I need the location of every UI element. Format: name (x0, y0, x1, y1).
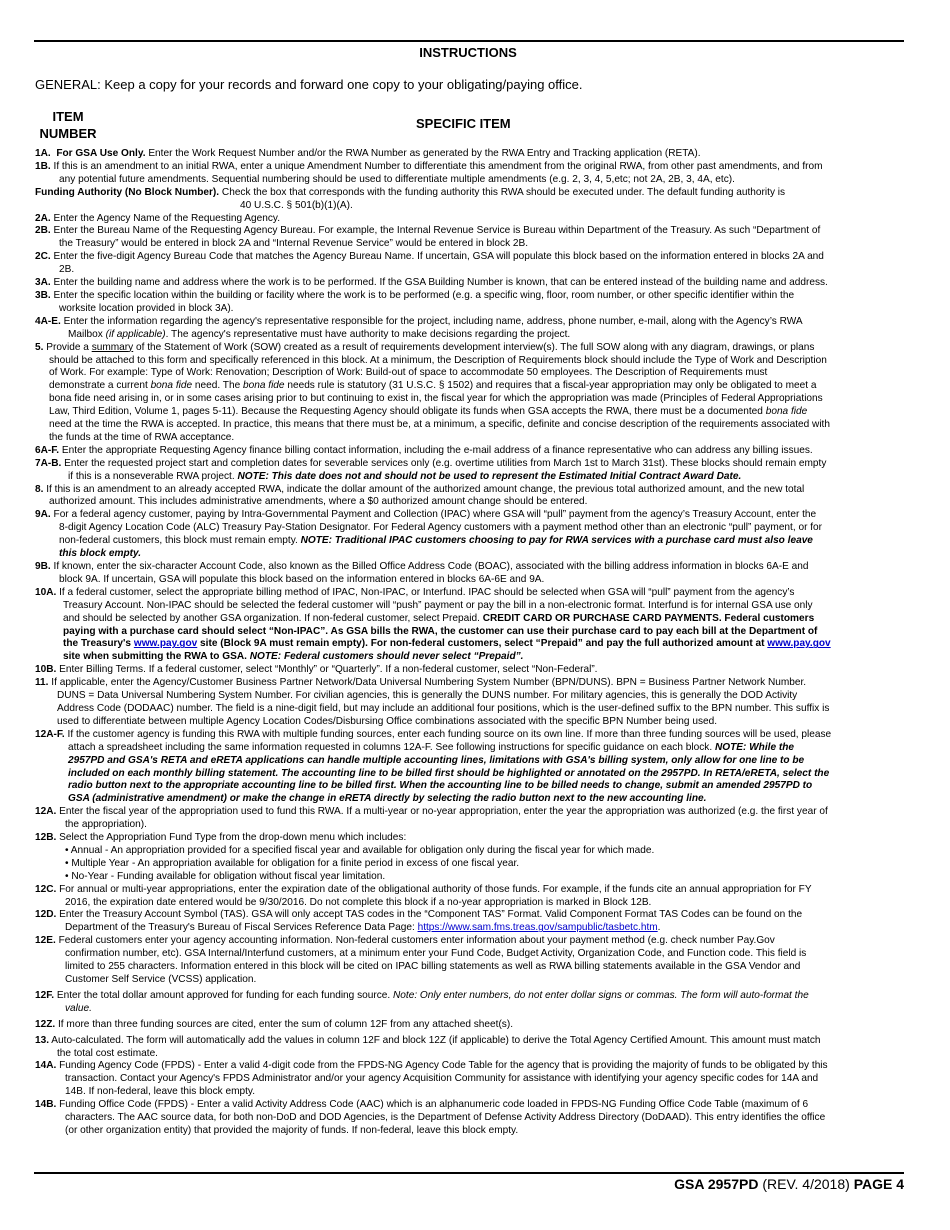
entry-text: should be attached to this form and specifically referenced in this block. At a minimum, the Description of Requirements block should include the Type of Work and Description (49, 354, 827, 366)
entry-text: Provide a (43, 341, 92, 353)
entry-text: Law, Third Edition, Volume 1, pages 5-11). Because the Requesting Agency should obligate its funds when GSA accepts the RWA, there must be a documented (49, 406, 766, 418)
item-number: 12F. (35, 989, 55, 1001)
entry-text: demonstrate a current (49, 380, 151, 392)
entry-text: 8-digit Agency Location Code (ALC) Treasury Pay-Station Designator. For Federal Agency customers with a payment method other than an electronic “pull” payment, or for (59, 522, 823, 534)
entry-12z (35, 1019, 903, 1032)
entry-text: 40 U.S.C. § 501(b)(1)(A). (240, 199, 353, 211)
entry-text: Mailbox (68, 328, 106, 340)
entry-note: Note: Only enter numbers, do not enter dollar signs or commas. The form will auto-format the (393, 989, 809, 1001)
entry-text: the Treasury” would be entered in block 2A and “Internal Revenue Service” would be entered in block 2B. (59, 238, 529, 250)
entry-3a (35, 277, 903, 290)
entry-text: the appropriation). (65, 819, 147, 831)
entry-text: Enter the Treasury Account Symbol (TAS). GSA will only accept TAS codes in the “Component TAS” Format. Valid Component Format TAS Codes can be found on the (56, 909, 803, 921)
page-footer (674, 1176, 904, 1192)
entry-8 (35, 484, 903, 510)
entry-12a-f (35, 729, 903, 806)
entry-text: Enter the Work Request Number and/or the RWA Number as generated by the RWA Entry and Tracking application (RETA). (145, 148, 701, 159)
form-revision: (REV. 4/2018) (758, 1176, 854, 1192)
entry-text: transaction. Contact your Agency's FPDS Administrator and/or your agency Acquisition Community for assistance with identifying your agency specific codes for 14A and (65, 1073, 819, 1085)
instruction-list (35, 148, 903, 1138)
entry-text: needs rule is statutory (31 U.S.C. § 1502) and requires that a fiscal-year appropriation may only be obligated to meet a (284, 380, 817, 392)
entry-text: CREDIT CARD OR PURCHASE CARD PAYMENTS. Federal customers (482, 612, 815, 624)
item-number: 12E. (35, 935, 56, 947)
entry-2a (35, 213, 903, 226)
item-number: 9B. (35, 561, 51, 572)
entry-text: Enter Billing Terms. If a federal customer, select “Monthly” or “Quarterly”. If a non-federal customer, select “Non-Federal”. (56, 664, 598, 676)
entry-12b (35, 832, 903, 884)
entry-text: any potential future amendments. Sequential numbering should be used to differentiate multiple amendments (e.g. 2, 3, 4, 5,etc; not 2A, 2B, 3, 4A, etc). (59, 173, 735, 185)
entry-text: . (657, 922, 661, 934)
entry-text: If the customer agency is funding this RWA with multiple funding sources, enter each funding source on its own line. If more than three funding sources will be used, please (64, 728, 832, 740)
item-number: 13. (35, 1034, 50, 1046)
entry-12d (35, 909, 903, 935)
entry-12c (35, 884, 903, 910)
fund-type-bullet: • Multiple Year - An appropriation available for obligation for a finite period in excess of one fiscal year. (65, 857, 520, 869)
fund-type-bullet: • No-Year - Funding available for obligation without fiscal year limitation. (65, 870, 386, 882)
entry-text: bona fide (150, 380, 193, 392)
entry-note: radio button next to the appropriate accounting line to be billed first. When the accounting line to be billed needs to change, submit an amended 2957PD to (68, 780, 813, 792)
entry-text: Federal customers enter your agency accounting information. Non-federal customers enter information about your payment method (e.g. check number Pay.Gov (55, 935, 775, 947)
item-number: 7A-B. (35, 457, 62, 469)
item-number: 12C. (35, 883, 57, 895)
tas-reference-link[interactable]: https://www.sam.fms.treas.gov/sampublic/tasbetc.htm (417, 922, 658, 934)
entry-6a-f (35, 445, 903, 458)
pay-gov-link[interactable]: www.pay.gov (767, 638, 831, 650)
item-number: 1A. (35, 148, 51, 159)
entry-text: limited to 255 characters. Information entered in this block will be cited on IPAC billing statements as well as RWA billing statements available in the GSA Vendor and (65, 961, 801, 973)
entry-text: For annual or multi-year appropriations, enter the expiration date of the obligational authority of those funds. For example, if the funds cite an annual appropriation for FY (56, 883, 812, 895)
entry-text: bona fide (243, 380, 285, 392)
entry-text: worksite location provided in block 3A). (59, 302, 234, 314)
entry-text: Enter the five-digit Agency Bureau Code that matches the Agency Bureau Name. If uncertain, GSA will populate this block based on the information entered in blocks 2A and (50, 251, 824, 263)
entry-text: the Treasury's (63, 638, 134, 650)
entry-14b (35, 1099, 903, 1138)
entry-note: 2957PD and GSA's RETA and eRETA applications can handle multiple accounting lines, limitations with GSA's billing system, only allow for one line to be (68, 754, 805, 766)
entry-text: Enter the Bureau Name of the Requesting Agency Bureau. For example, the Internal Revenue Service is Bureau within Department of the Treasury. As such “Department of (50, 225, 821, 237)
item-number: 12A. (35, 806, 57, 818)
item-number: 14A. (35, 1060, 57, 1072)
entry-9a (35, 509, 903, 561)
item-number: 4A-E. (35, 315, 61, 327)
entry-1a (35, 148, 903, 161)
entry-13 (35, 1035, 903, 1061)
item-number: 3B. (35, 289, 51, 301)
entry-text: Treasury Account. Non-IPAC should be selected the federal customer will “push” payment or pay the bill in a non-electronic format. Interfund is for internal GSA use only (63, 599, 813, 611)
entry-text: Auto-calculated. The form will automatically add the values in column 12F and block 12Z (if applicable) to derive the Total Agency Certified Amount. This amount must match (49, 1034, 821, 1046)
entry-text: Enter the building name and address where the work is to be performed. If the GSA Building Number is known, that can be entered instead of the building name and address. (50, 277, 828, 289)
entry-text: Funding Office Code (FPDS) - Enter a valid Activity Address Code (AAC) which is an alphanumeric code loaded in FPDS-NG Funding Office Code Table (maximum of 6 (56, 1099, 809, 1111)
item-number: 10B. (35, 664, 57, 676)
entry-text: (or other organization entity) that provided the majority of funds. If non-federal, leave this block empty. (65, 1124, 519, 1136)
entry-text: Enter the total dollar amount approved for funding for each funding source. (54, 989, 393, 1001)
entry-text: site (Block 9A must remain empty). For non-federal customers, select “Prepaid” and pay the full authorized amount at (197, 638, 768, 650)
item-number: 2B. (35, 225, 51, 237)
entry-text: bona fide need arising in, or in some cases arising prior to but continuing to exist in, the fiscal year for which the appropriation was made (Principles of Federal Appropriations (49, 393, 823, 405)
page-number: PAGE 4 (853, 1176, 904, 1192)
entry-text: Enter the specific location within the building or facility where the work is to be performed (e.g. a specific wing, floor, room number, or other specific identifier within the (50, 289, 795, 301)
entry-text: If this is an amendment to an already accepted RWA, indicate the dollar amount of the authorized amount change, the previous total authorized amount, and the new total (43, 483, 805, 495)
entry-text: bona fide (765, 406, 808, 418)
item-number: 12B. (35, 832, 57, 844)
entry-note: NOTE: This date does not and should not be used to represent the Estimated Initial Contract Award Date. (237, 470, 742, 482)
item-number: 12A-F. (35, 728, 65, 740)
item-number-header-line1: ITEM (52, 109, 84, 124)
entry-text: Customer Self Service (VCSS) application. (65, 974, 257, 985)
entry-text: site when submitting the RWA to GSA. (63, 651, 250, 663)
entry-note: NOTE: While the (714, 741, 795, 753)
entry-text: Department of the Treasury's Bureau of Fiscal Services Reference Data Page: (65, 922, 418, 934)
entry-text: If known, enter the six-character Account Code, also known as the Billed Office Address Code (BOAC), associated with the billing address information in blocks 6A-E and (50, 561, 809, 572)
entry-text: if this is a nonseverable RWA project. (68, 470, 238, 482)
entry-text: of Work. For example: Type of Work: Renovation; Description of Work: Build-out of space to accommodate 50 employees. The Description of Requirements must (49, 367, 768, 379)
entry-note: value. (65, 1002, 92, 1014)
entry-text: the funds at the time of RWA acceptance. (49, 431, 235, 443)
item-number: 2A. (35, 212, 51, 224)
item-number: 5. (35, 341, 44, 353)
page-title: INSTRUCTIONS (419, 45, 517, 60)
general-instruction: GENERAL: Keep a copy for your records and forward one copy to your obligating/paying office. (35, 77, 583, 92)
entry-text: If this is an amendment to an initial RWA, enter a unique Amendment Number to differentiate this amendment from the original RWA, from other past amendments, and from (50, 160, 823, 172)
entry-12e (35, 935, 903, 987)
entry-text: Funding Agency Code (FPDS) - Enter a valid 4-digit code from the FPDS-NG Agency Code Table for the agency that is providing the majority of funds to be obligated by this (56, 1060, 828, 1072)
item-number: 12Z. (35, 1018, 56, 1030)
entry-1b (35, 161, 903, 187)
entry-12a (35, 806, 903, 832)
entry-text: and should be selected by another GSA organization. If non-federal customer, select Prepaid. (63, 612, 483, 624)
entry-text: paying with a purchase card should select “Non-IPAC”. As GSA bills the RWA, the customer can use their purchase card to pay each bill at the Department of (63, 625, 818, 637)
item-number: 9A. (35, 509, 51, 521)
entry-text: characters. The AAC source data, for both non-DoD and DOD Agencies, is the Department of Defense Activity Address Directory (DoDAAD). This entry identifies the office (65, 1112, 826, 1124)
entry-text: 2B. (59, 264, 75, 276)
pay-gov-link[interactable]: www.pay.gov (133, 638, 198, 650)
form-number: GSA 2957PD (674, 1176, 759, 1192)
entry-text: attach a spreadsheet including the same information requested in columns 12A-F. See following instructions for specific guidance on each block. (68, 741, 715, 753)
entry-text: For a federal agency customer, paying by Intra-Governmental Payment and Collection (IPAC) where GSA will “pull” payment from the agency’s Treasury Account, enter the (50, 509, 817, 521)
top-rule (34, 40, 904, 42)
entry-text: If a federal customer, select the appropriate billing method of IPAC, Non-IPAC, or Interfund. IPAC should be selected when GSA will “pull” payment from the agency’s (56, 586, 795, 598)
entry-text: non-federal customers, this block must remain empty. (59, 535, 301, 547)
entry-text: need. The (192, 380, 243, 392)
entry-text: 14B. If non-federal, leave this block empty. (65, 1086, 256, 1098)
entry-9b (35, 561, 903, 587)
entry-text: confirmation number, etc). GSA Internal/Interfund customers, at a minimum enter your Fund Code, Budget Activity, Organization Code, and Function code. This field is (65, 948, 807, 960)
entry-2b (35, 225, 903, 251)
entry-note: GSA (administrative amendment) or make the change in eRETA directly by selecting the radio button next to the new accounting line. (68, 793, 707, 805)
entry-text: If applicable, enter the Agency/Customer Business Partner Network/Data Universal Numbering System Number (BPN/DUNS). BPN = Business Partner Network Number. (48, 677, 807, 689)
entry-text: block 9A. If uncertain, GSA will populate this block based on the information entered in blocks 6A-6E and 9A. (59, 573, 545, 585)
item-number: Funding Authority (No Block Number). (35, 186, 220, 198)
fund-type-bullet: • Annual - An appropriation provided for a specified fiscal year and available for obligation only during the fiscal year for which made. (65, 844, 655, 856)
entry-text: 2016, the expiration date entered would be 9/30/2016. Do not complete this block if a no-year appropriation is marked in Block 12B. (65, 896, 652, 908)
item-number: 11. (35, 677, 49, 689)
entry-5 (35, 342, 903, 445)
item-number: 8. (35, 483, 44, 495)
entry-funding-authority (35, 187, 903, 213)
entry-10b (35, 664, 903, 677)
entry-text: need at the time the RWA is accepted. In practice, this means that there must be, at a minimum, a specific, definite and concise description of the requirements associated with (49, 419, 830, 431)
entry-10a (35, 587, 903, 664)
item-number: 12D. (35, 909, 57, 921)
item-number-header-line2: NUMBER (39, 126, 97, 141)
entry-12f (35, 990, 903, 1016)
entry-text: Select the Appropriation Fund Type from the drop-down menu which includes: (56, 832, 407, 844)
item-number: 10A. (35, 586, 57, 598)
entry-text: Check the box that corresponds with the funding authority this RWA should be executed under. The default funding authority is (219, 186, 786, 198)
entry-text: (if applicable) (105, 328, 166, 340)
item-number: 6A-F. (35, 444, 60, 456)
entry-11 (35, 677, 903, 729)
entry-text: Enter the fiscal year of the appropriation used to fund this RWA. If a multi-year or no-year appropriation, enter the year the appropriation was authorized (e.g. the first year of (56, 806, 828, 818)
entry-text: used to differentiate between multiple Agency Location Codes/Disbursing Office combinations associated with the specific BPN Number being used. (57, 715, 718, 727)
specific-item-header: SPECIFIC ITEM (416, 116, 511, 131)
item-number: 1B. (35, 160, 51, 172)
entry-lead: For GSA Use Only. (56, 148, 146, 159)
entry-text: DUNS = Data Universal Numbering System Number. For civilian agencies, this is generally the DUNS number. For military agencies, this is generally the DOD Activity (57, 690, 798, 702)
entry-text: the total cost estimate. (57, 1047, 158, 1059)
entry-note: NOTE: Traditional IPAC customers choosing to pay for RWA services with a purchase card must also leave (300, 535, 813, 547)
entry-text: Enter the appropriate Requesting Agency finance billing contact information, including the e-mail address of a finance representative who can address any billing issues. (59, 444, 813, 456)
entry-note: included on each monthly billing statement. The accounting line to be billed first should be highlighted or annotated on the 2957PD. In RETA/eRETA, select the (68, 767, 830, 779)
entry-note: this block empty. (59, 548, 142, 560)
entry-3b (35, 290, 903, 316)
entry-text: of the Statement of Work (SOW) created as a result of requirements development interview(s). The full SOW along with any diagram, drawings, or plans (133, 341, 815, 353)
entry-text: . The agency's representative must have authority to make decisions regarding the project. (165, 328, 571, 340)
entry-note: NOTE: Federal customers should never select “Prepaid”. (249, 651, 524, 663)
item-number-header (30, 108, 106, 142)
entry-text: Enter the Agency Name of the Requesting Agency. (50, 212, 281, 224)
entry-text: summary (91, 341, 134, 353)
entry-2c (35, 251, 903, 277)
item-number: 14B. (35, 1099, 57, 1111)
item-number: 2C. (35, 251, 51, 263)
entry-text: If more than three funding sources are cited, enter the sum of column 12F from any attached sheet(s). (55, 1018, 514, 1030)
bottom-rule (34, 1172, 904, 1174)
entry-text: authorized amount. This includes administrative amendments, where a $0 authorized amount change should be entered. (49, 496, 588, 508)
entry-4a-e (35, 316, 903, 342)
entry-14a (35, 1060, 903, 1099)
entry-text: Enter the information regarding the agency's representative responsible for the project, including name, address, phone number, e-mail, along with the Agency’s RWA (60, 315, 803, 327)
entry-7a-b (35, 458, 903, 484)
entry-text: Enter the requested project start and completion dates for severable services only (e.g. overtime utilities from March 1st to March 31st). These blocks should remain empty (61, 457, 827, 469)
item-number: 3A. (35, 277, 51, 289)
entry-text: Address Code (DODAAC) number. The field is a nine-digit field, but may include an additional four positions, which is the user-defined suffix to the BPN number. This suffix is (57, 702, 830, 714)
